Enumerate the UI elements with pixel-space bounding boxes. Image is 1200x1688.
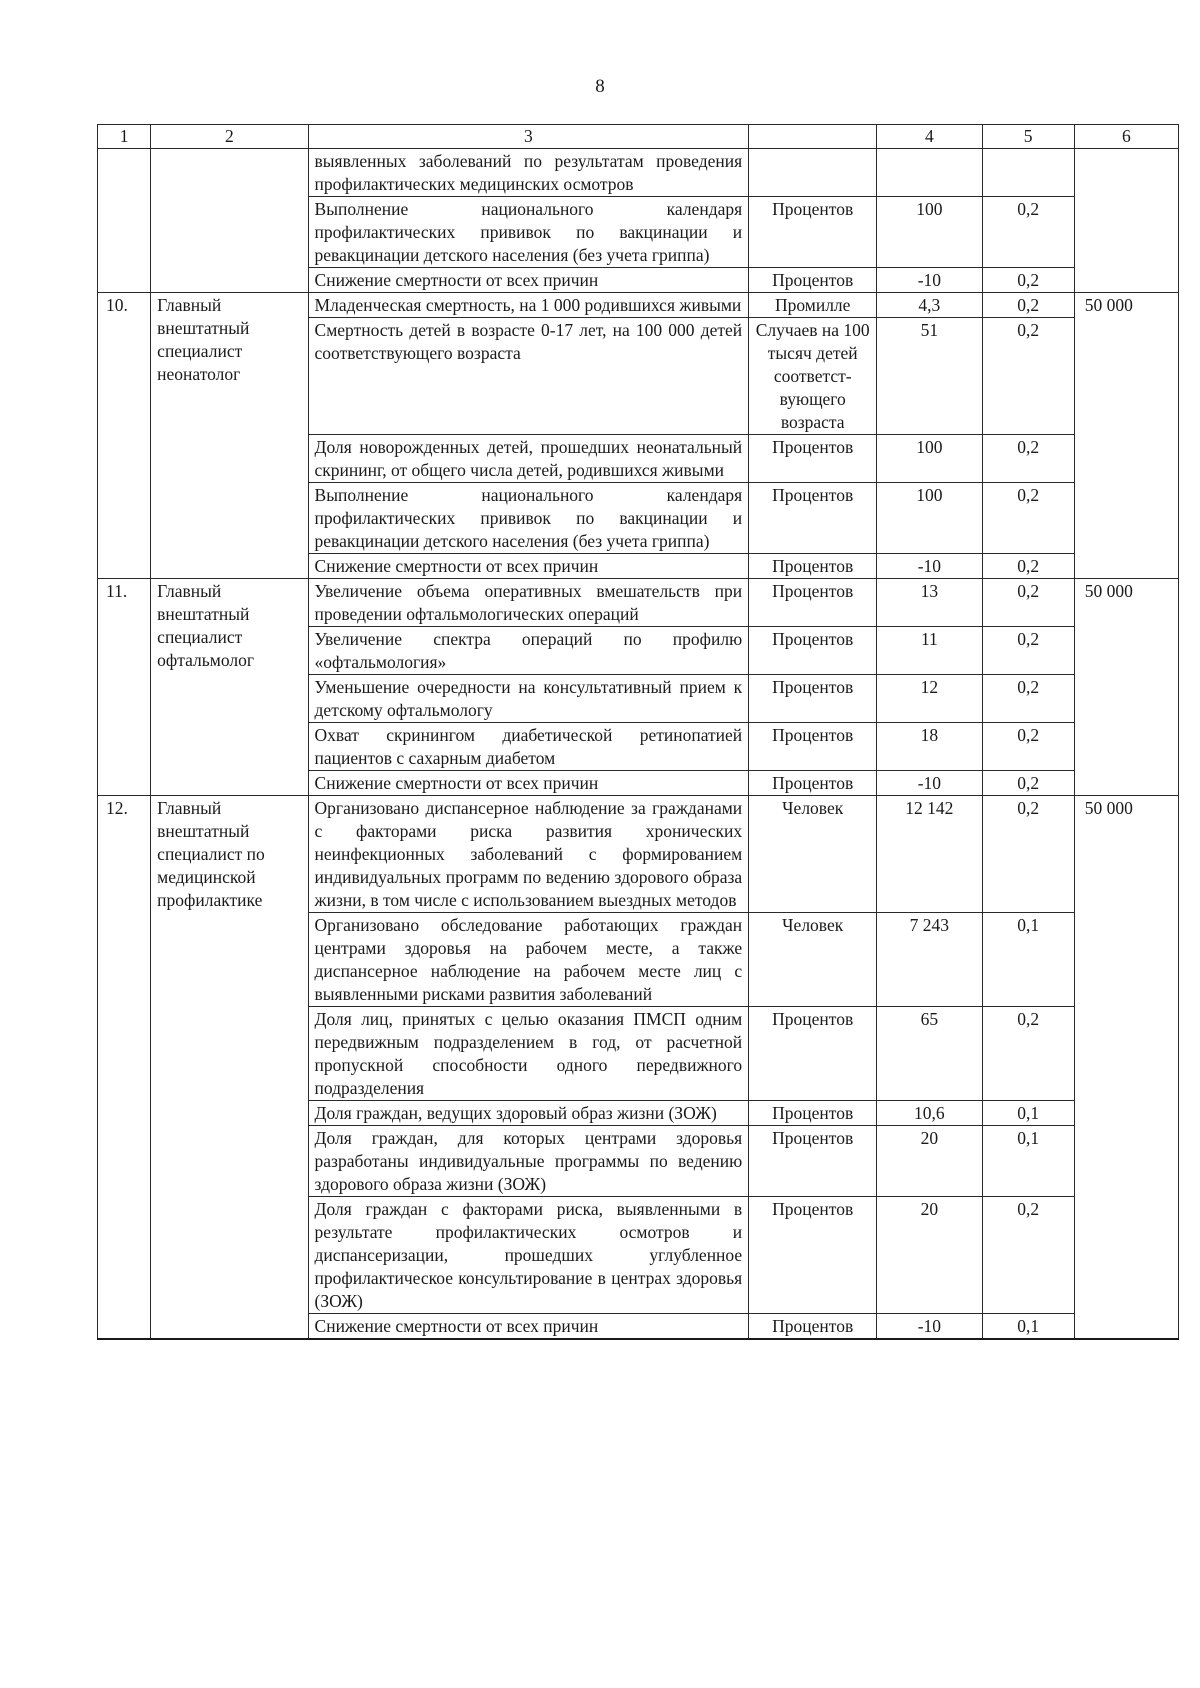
indicator-weight: 0,2 [982,771,1074,796]
indicator-description: Снижение смертности от всех причин [308,554,749,579]
section-number [98,149,151,293]
indicator-description: Увеличение объема оперативных вмешательств при проведении офтальмологических операций [308,579,749,627]
header-row [98,125,1179,149]
section-number: 10. [98,293,151,579]
specialist-name: Главный внештатный специалист неонатолог [151,293,308,579]
indicator-description: Снижение смертности от всех причин [308,771,749,796]
header-cell [749,125,877,149]
indicator-unit: Процентов [749,579,877,627]
indicator-value: 12 [877,675,982,723]
indicator-value: 100 [877,435,982,483]
indicator-unit: Процентов [749,1197,877,1314]
indicator-value [877,149,982,197]
section-number: 12. [98,796,151,1340]
section-number: 11. [98,579,151,796]
indicator-value: 13 [877,579,982,627]
indicator-value: -10 [877,554,982,579]
indicator-description: Доля новорожденных детей, прошедших неонатальный скрининг, от общего числа детей, родившихся живыми [308,435,749,483]
payment-amount: 50 000 [1074,579,1178,796]
indicator-value: 11 [877,627,982,675]
indicator-unit: Процентов [749,483,877,554]
indicator-weight [982,149,1074,197]
table-row [98,579,1179,627]
indicator-value: 20 [877,1197,982,1314]
indicator-weight: 0,2 [982,483,1074,554]
header-cell: 1 [98,125,151,149]
indicator-weight: 0,2 [982,723,1074,771]
indicator-weight: 0,1 [982,1314,1074,1340]
indicator-description: Охват скринингом диабетической ретинопатией пациентов с сахарным диабетом [308,723,749,771]
indicator-weight: 0,2 [982,318,1074,435]
indicators-table [97,124,1179,1340]
header-cell: 6 [1074,125,1178,149]
indicator-value: 4,3 [877,293,982,318]
payment-amount [1074,149,1178,293]
indicator-description: Увеличение спектра операций по профилю «офтальмология» [308,627,749,675]
indicator-weight: 0,1 [982,913,1074,1007]
indicator-unit: Процентов [749,435,877,483]
indicator-value: -10 [877,771,982,796]
indicator-description: Доля граждан, ведущих здоровый образ жизни (ЗОЖ) [308,1101,749,1126]
indicator-weight: 0,2 [982,293,1074,318]
indicator-description: Выполнение национального календаря профилактических прививок по вакцинации и ревакцинации детского населения (без учета гриппа) [308,483,749,554]
indicator-weight: 0,2 [982,627,1074,675]
indicator-description: Доля лиц, принятых с целью оказания ПМСП одним передвижным подразделением в год, от расчетной пропускной способности одного передвижного подразделения [308,1007,749,1101]
indicator-value: 100 [877,483,982,554]
indicator-unit [749,149,877,197]
indicator-value: 100 [877,197,982,268]
indicator-value: 12 142 [877,796,982,913]
indicator-unit: Процентов [749,554,877,579]
indicator-value: 20 [877,1126,982,1197]
indicator-description: Младенческая смертность, на 1 000 родившихся живыми [308,293,749,318]
indicator-weight: 0,1 [982,1126,1074,1197]
indicator-unit: Человек [749,796,877,913]
page-number: 8 [595,76,605,97]
table-row [98,293,1179,318]
indicator-description: Выполнение национального календаря профилактических прививок по вакцинации и ревакцинации детского населения (без учета гриппа) [308,197,749,268]
indicator-description: Уменьшение очередности на консультативный прием к детскому офтальмологу [308,675,749,723]
header-cell: 2 [151,125,308,149]
indicator-unit: Процентов [749,1101,877,1126]
indicator-description: Доля граждан с факторами риска, выявленными в результате профилактических осмотров и диспансеризации, прошедших углубленное профилактическое консультирование в центрах здоровья (ЗОЖ) [308,1197,749,1314]
table-row [98,149,1179,197]
indicator-description: Организовано обследование работающих граждан центрами здоровья на рабочем месте, а также диспансерное наблюдение на рабочем месте лиц с выявленными рисками развития заболеваний [308,913,749,1007]
indicator-unit: Процентов [749,1314,877,1340]
indicator-unit: Промилле [749,293,877,318]
specialist-name: Главный внештатный специалист по медицинской профилактике [151,796,308,1340]
indicator-description: Доля граждан, для которых центрами здоровья разработаны индивидуальные программы по ведению здорового образа жизни (ЗОЖ) [308,1126,749,1197]
indicator-description: выявленных заболеваний по результатам проведения профилактических медицинских осмотров [308,149,749,197]
indicator-weight: 0,2 [982,1197,1074,1314]
indicator-weight: 0,1 [982,1101,1074,1126]
header-cell: 5 [982,125,1074,149]
indicator-weight: 0,2 [982,675,1074,723]
indicator-weight: 0,2 [982,268,1074,293]
indicator-unit: Процентов [749,723,877,771]
indicator-unit: Процентов [749,771,877,796]
table-row [98,796,1179,913]
indicator-value: 7 243 [877,913,982,1007]
indicator-weight: 0,2 [982,197,1074,268]
header-cell: 4 [877,125,982,149]
indicator-value: -10 [877,268,982,293]
indicator-weight: 0,2 [982,579,1074,627]
indicator-unit: Процентов [749,197,877,268]
indicator-unit: Процентов [749,675,877,723]
indicator-unit: Случаев на 100 тысяч детей соответст-вующего возраста [749,318,877,435]
payment-amount: 50 000 [1074,796,1178,1340]
indicator-weight: 0,2 [982,554,1074,579]
indicator-value: -10 [877,1314,982,1340]
indicator-weight: 0,2 [982,435,1074,483]
indicator-value: 51 [877,318,982,435]
indicator-unit: Человек [749,913,877,1007]
indicator-description: Снижение смертности от всех причин [308,268,749,293]
indicator-weight: 0,2 [982,796,1074,913]
indicator-unit: Процентов [749,1007,877,1101]
payment-amount: 50 000 [1074,293,1178,579]
indicator-description: Снижение смертности от всех причин [308,1314,749,1340]
indicator-unit: Процентов [749,1126,877,1197]
specialist-name [151,149,308,293]
header-cell: 3 [308,125,749,149]
indicator-value: 18 [877,723,982,771]
indicator-weight: 0,2 [982,1007,1074,1101]
indicator-value: 10,6 [877,1101,982,1126]
indicator-value: 65 [877,1007,982,1101]
table-body [98,125,1179,1340]
indicator-unit: Процентов [749,627,877,675]
indicator-description: Смертность детей в возрасте 0-17 лет, на 100 000 детей соответствующего возраста [308,318,749,435]
specialist-name: Главный внештатный специалист офтальмолог [151,579,308,796]
indicator-description: Организовано диспансерное наблюдение за гражданами с факторами риска развития хронических неинфекционных заболеваний с формированием индивидуальных программ по ведению здорового образа жизни, в том числе с использованием выездных методов [308,796,749,913]
indicator-unit: Процентов [749,268,877,293]
